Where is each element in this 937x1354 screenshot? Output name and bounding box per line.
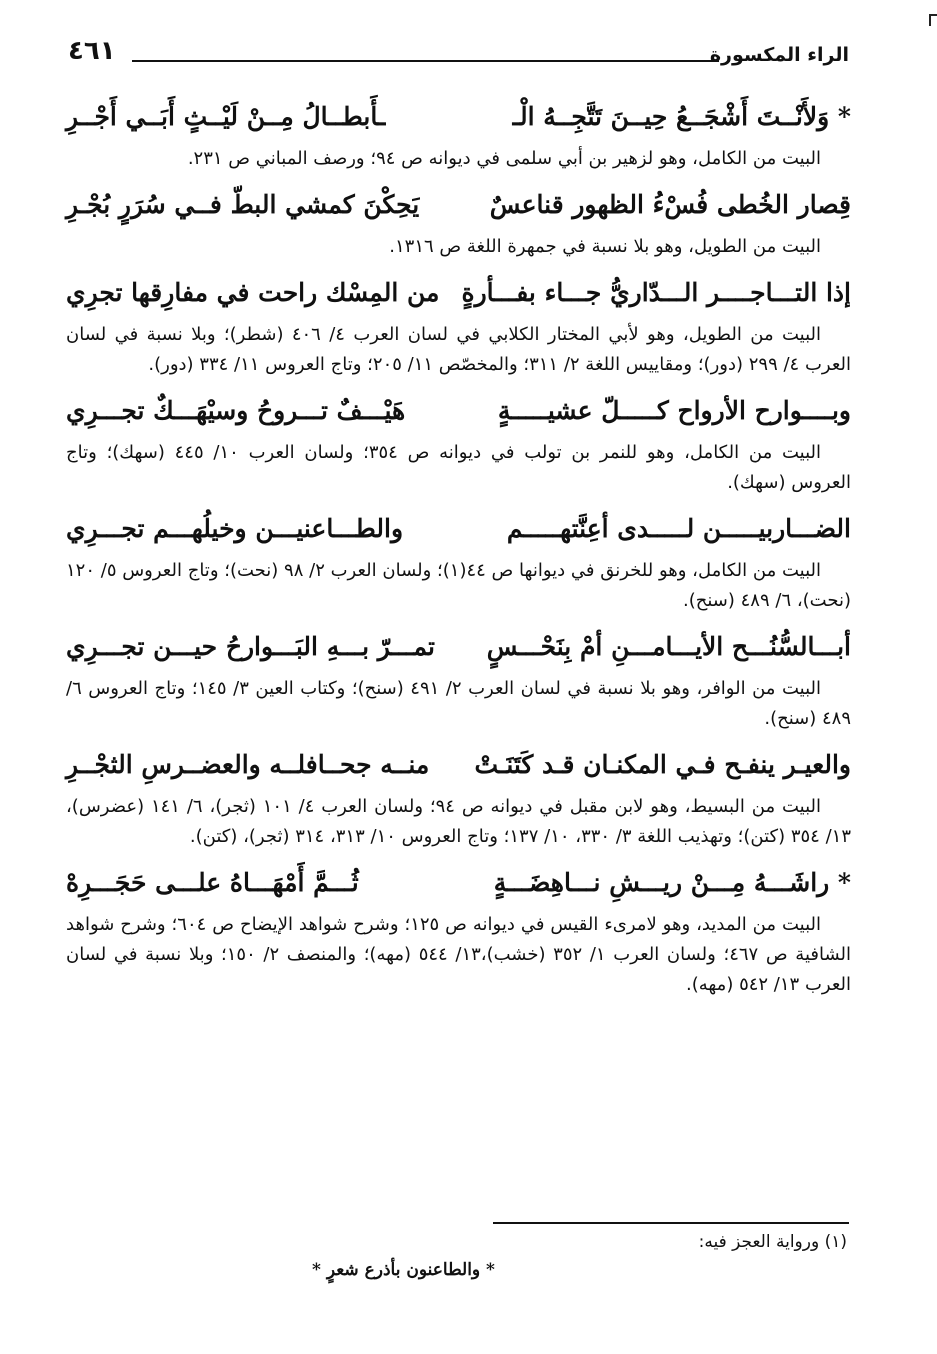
verse-second-hemistich: ثُـــمَّ أَمْهَـــاهُ علـــى حَجَـــرِهْ [66,867,359,897]
verse-commentary: البيت من الكامل، وهو للنمر بن تولب في ديوانه ص ٣٥٤؛ ولسان العرب ١٠/ ٤٤٥ (سهك)؛ وتاج العروس (سهك). [66,442,851,493]
verse-first-hemistich: الضـــاربيـــــن لـــــدى أعِنَّتهـــــم [506,513,851,543]
verse-entry [66,620,851,734]
running-title: الراء المكسورة [709,44,849,66]
verse-line [66,90,851,142]
verse-line [66,738,851,790]
verse-line [66,178,851,230]
verse-first-hemistich: أبـــالسُّنُـــح الأيـــامـــنِ أمْ بِنَحْـــسٍ [486,631,851,661]
verse-entry [66,90,851,174]
page-number: ٤٦١ [68,36,116,66]
verse-commentary: البيت من المديد، وهو لامرىء القيس في ديوانه ص ١٢٥؛ وشرح شواهد الإيضاح ص ٦٠٤؛ وشرح شواهد الشافية ص ٤٦٧؛ ولسان العرب ١/ ٣٥٢ (خشب)،١٣/ ٥٤٤ (مهه)؛ والمنصف ٢/ ١٥٠؛ وبلا نسبة في لسان العرب ١٣/ ٥٤٢ (مهه). [66,914,852,995]
header-rule [132,60,719,62]
verse-entries [66,90,851,1004]
verse-entry [66,178,851,262]
verse-second-hemistich: ـأَبطــالُ مِــنْ لَيْــثٍ أَبَــي أَجْــرِ [66,101,386,131]
verse-first-hemistich: قِصار الخُطى فُسْءُ الظهور قناعسٌ [489,189,851,219]
verse-first-hemistich: وبــــوارح الأرواح كـــــلّ عشيـــــةٍ [497,395,851,425]
verse-second-hemistich: منــه جحــافلــه والعضــرسِ الثجْــرِ [66,749,430,779]
verse-commentary: البيت من الوافر، وهو بلا نسبة في لسان العرب ٢/ ٤٩١ (سنح)؛ وكتاب العين ٣/ ١٤٥؛ وتاج العروس ٦/ ٤٨٩ (سنح). [66,678,851,729]
verse-first-hemistich: * وَلأَنْــتَ أَشْجَــعُ حِيــنَ تَتَّجِــهُ الْـ [512,101,851,131]
verse-line [66,502,851,554]
verse-commentary: البيت من الكامل، وهو للخرنق في ديوانها ص ٤٤(١)؛ ولسان العرب ٢/ ٩٨ (نحت)؛ وتاج العروس ٥/ ١٢٠ (نحت)، ٦/ ٤٨٩ (سنح). [66,560,851,611]
verse-second-hemistich: يَحِكْنَ كمشي البطّ فــي سُرَرٍ بُجْـرِ [66,189,420,219]
verse-entry [66,856,851,1000]
verse-line [66,266,851,318]
footnote-quote: * والطاعنون بأذرع شعرٍ * [312,1260,495,1280]
verse-commentary: البيت من الطويل، وهو بلا نسبة في جمهرة اللغة ص ١٣١٦. [389,236,821,257]
verse-entry [66,384,851,498]
verse-line [66,856,851,908]
scan-edge-mark [929,14,937,26]
verse-second-hemistich: من المِسْك راحت في مفارِقها تجرِي [66,277,440,307]
verse-commentary: البيت من البسيط، وهو لابن مقبل في ديوانه ص ٩٤؛ ولسان العرب ٤/ ١٠١ (ثجر)، ٦/ ١٤١ (عضرس)، ١٣/ ٣٥٤ (كتن)؛ وتهذيب اللغة ٣/ ٣٣٠، ١٠/ ١٣٧؛ وتاج العروس ١٠/ ٣١٣، ٣١٤ (ثجر)، (كتن). [66,796,851,847]
verse-first-hemistich: إذا التـــاجــــر الـــدّاريُّ جـــاء بفـــأرةٍ [461,277,851,307]
verse-entry [66,266,851,380]
verse-first-hemistich: * راشَـــهُ مِـــنْ ريـــشِ نـــاهِضَـــةٍ [493,867,851,897]
verse-commentary: البيت من الكامل، وهو لزهير بن أبي سلمى في ديوانه ص ٩٤؛ ورصف المباني ص ٢٣١. [187,148,821,169]
page-header [68,34,849,78]
verse-second-hemistich: تمـــرّ بـــهِ البَـــوارحُ حيـــن تجـــرِي [66,631,435,661]
footnote-rule [493,1222,849,1224]
footnote [120,1228,847,1284]
verse-commentary: البيت من الطويل، وهو لأبي المختار الكلابي في لسان العرب ٤/ ٤٠٦ (شطر)؛ وبلا نسبة في لسان العرب ٤/ ٢٩٩ (دور)؛ ومقاييس اللغة ٢/ ٣١١؛ والمخصّص ١١/ ٢٠٥؛ وتاج العروس ١١/ ٣٣٤ (دور). [66,324,851,375]
verse-entry [66,738,851,852]
verse-line [66,384,851,436]
verse-first-hemistich: والعيـر ينفـح فـي المكنـان قـد كَتَنَـتْ [474,749,851,779]
verse-second-hemistich: والطـــاعنيـــن وخيلُهـــم تجـــرِي [66,513,404,543]
footnote-label: (١) ورواية العجز فيه: [698,1232,847,1252]
verse-entry [66,502,851,616]
verse-line [66,620,851,672]
verse-second-hemistich: هَيْـــفٌ تـــروحُ وسيْهَـــكٌ تجـــرِي [66,395,406,425]
